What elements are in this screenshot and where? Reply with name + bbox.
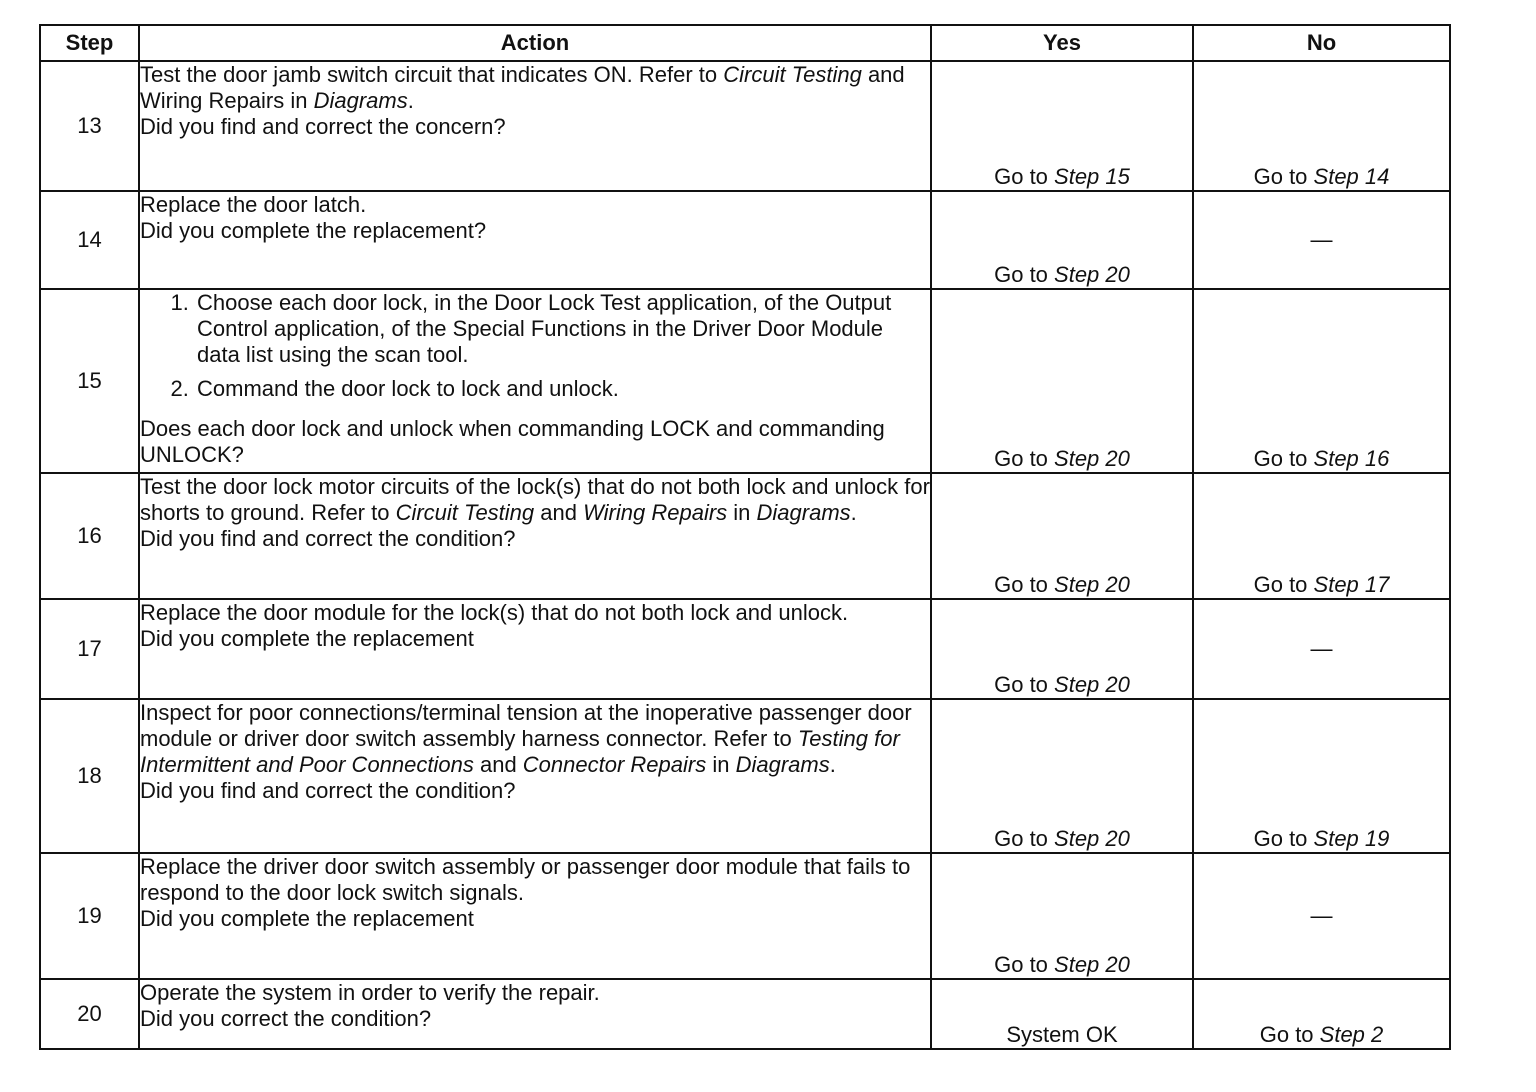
step-link: Step 19: [1313, 826, 1390, 851]
no-cell: Go to Step 19: [1193, 699, 1450, 853]
list-item: 1. Choose each door lock, in the Door Lock Test application, of the Output Control application, of the Special Functions in the Driver Door Module data list using the scan tool.: [195, 290, 930, 368]
no-cell: Go to Step 14: [1193, 61, 1450, 191]
action-text: Replace the driver door switch assembly or passenger door module that fails to respond to the door lock switch signals.: [140, 854, 911, 905]
table-row: [40, 979, 1450, 1049]
action-cell: [139, 853, 931, 979]
no-cell: Go to Step 17: [1193, 473, 1450, 599]
action-text: Inspect for poor connections/terminal tension at the inoperative passenger door module or driver door switch assembly harness connector. Refer to Testing for Intermittent and Poor Connections and Connector Repairs in Diagrams.: [140, 700, 912, 777]
table-row: [40, 191, 1450, 289]
table-row: [40, 699, 1450, 853]
action-text: Test the door lock motor circuits of the lock(s) that do not both lock and unlock for shorts to ground. Refer to Circuit Testing and Wiring Repairs in Diagrams.: [140, 474, 930, 525]
no-cell: Go to Step 2: [1193, 979, 1450, 1049]
action-cell: [139, 289, 931, 473]
step-link: Step 20: [1054, 262, 1130, 287]
action-question: Did you complete the replacement: [140, 626, 474, 651]
yes-cell: Go to Step 20: [931, 191, 1193, 289]
step-link: Step 20: [1054, 672, 1130, 697]
step-number: 16: [40, 473, 139, 599]
action-cell: [139, 61, 931, 191]
header-action: Action: [139, 25, 931, 61]
action-cell: [139, 699, 931, 853]
step-link: Step 20: [1054, 826, 1130, 851]
yes-cell: Go to Step 20: [931, 599, 1193, 699]
no-cell: —: [1193, 191, 1450, 289]
action-question: Did you complete the replacement?: [140, 218, 487, 243]
diagnostic-table: [39, 24, 1451, 1050]
header-yes: Yes: [931, 25, 1193, 61]
action-question: Did you correct the condition?: [140, 1006, 432, 1031]
step-number: 18: [40, 699, 139, 853]
yes-cell: Go to Step 15: [931, 61, 1193, 191]
step-number: 13: [40, 61, 139, 191]
action-question: Did you find and correct the condition?: [140, 526, 516, 551]
step-number: 15: [40, 289, 139, 473]
yes-cell: Go to Step 20: [931, 699, 1193, 853]
step-number: 20: [40, 979, 139, 1049]
step-number: 19: [40, 853, 139, 979]
action-text: Test the door jamb switch circuit that indicates ON. Refer to Circuit Testing and Wiring Repairs in Diagrams.: [140, 62, 905, 113]
yes-cell: Go to Step 20: [931, 473, 1193, 599]
table-row: [40, 853, 1450, 979]
action-text: Operate the system in order to verify the repair.: [140, 980, 600, 1005]
yes-cell: System OK: [931, 979, 1193, 1049]
step-link: Step 17: [1313, 572, 1390, 597]
action-cell: [139, 979, 931, 1049]
action-text: Replace the door module for the lock(s) that do not both lock and unlock.: [140, 600, 849, 625]
action-question: Does each door lock and unlock when commanding LOCK and commanding UNLOCK?: [140, 416, 885, 467]
header-no: No: [1193, 25, 1450, 61]
list-item: 2. Command the door lock to lock and unlock.: [195, 376, 930, 402]
step-number: 17: [40, 599, 139, 699]
action-question: Did you find and correct the concern?: [140, 114, 506, 139]
no-cell: —: [1193, 599, 1450, 699]
step-link: Step 16: [1313, 446, 1390, 471]
table-row: [40, 61, 1450, 191]
table-row: [40, 289, 1450, 473]
action-list: [140, 290, 930, 410]
no-cell: Go to Step 16: [1193, 289, 1450, 473]
header-step: Step: [40, 25, 139, 61]
yes-cell: Go to Step 20: [931, 853, 1193, 979]
header-row: [40, 25, 1450, 61]
step-link: Step 15: [1054, 164, 1130, 189]
no-cell: —: [1193, 853, 1450, 979]
step-link: Step 14: [1313, 164, 1390, 189]
table-row: [40, 473, 1450, 599]
action-cell: [139, 191, 931, 289]
action-cell: [139, 599, 931, 699]
action-question: Did you find and correct the condition?: [140, 778, 516, 803]
step-link: Step 20: [1054, 952, 1130, 977]
yes-cell: Go to Step 20: [931, 289, 1193, 473]
action-text: Replace the door latch.: [140, 192, 367, 217]
step-link: Step 2: [1319, 1022, 1384, 1047]
action-question: Did you complete the replacement: [140, 906, 474, 931]
step-link: Step 20: [1054, 572, 1130, 597]
step-number: 14: [40, 191, 139, 289]
step-link: Step 20: [1054, 446, 1130, 471]
action-cell: [139, 473, 931, 599]
table-row: [40, 599, 1450, 699]
